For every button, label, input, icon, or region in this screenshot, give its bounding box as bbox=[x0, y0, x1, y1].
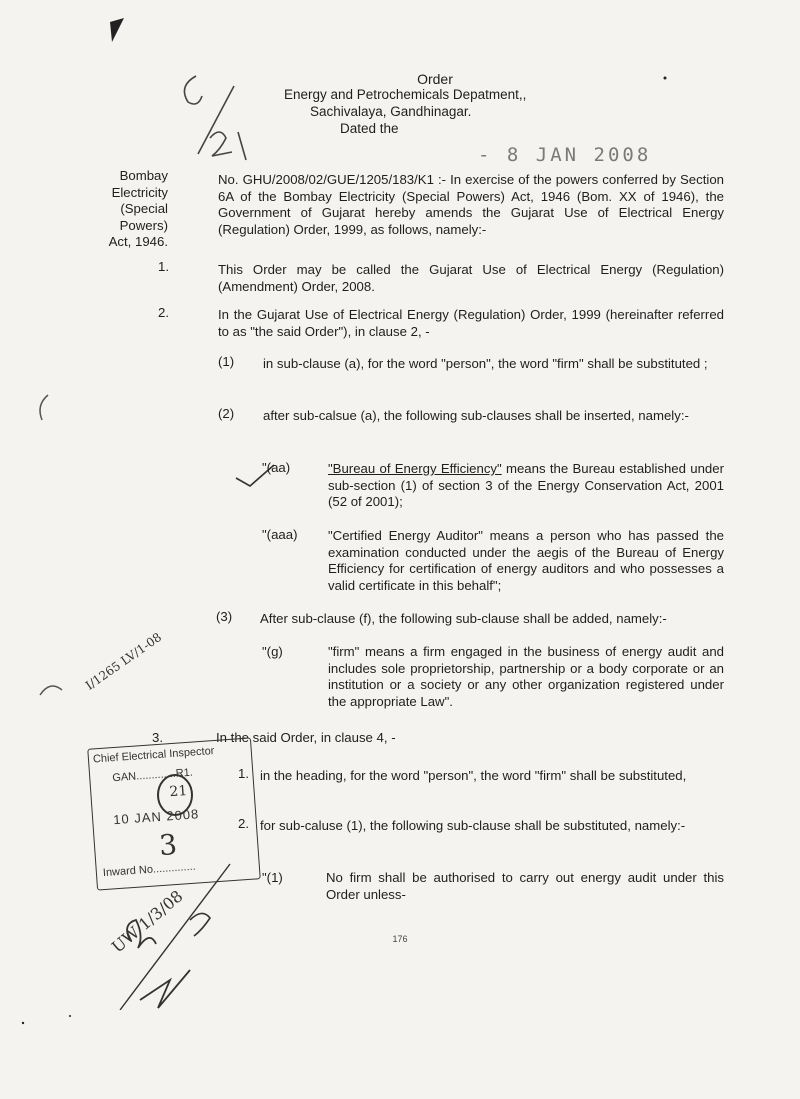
place-line: Sachivalaya, Gandhinagar. bbox=[310, 104, 472, 119]
margin-line: Powers) bbox=[119, 217, 168, 233]
clause-aaa-number: "(aaa) bbox=[262, 527, 298, 542]
clause-aa-text bbox=[328, 461, 724, 511]
order-title: Order bbox=[417, 71, 453, 87]
para3-sub2-number: 2. bbox=[238, 816, 249, 831]
inner-clause-1-number: "(1) bbox=[262, 870, 283, 885]
para3-sub2-text: for sub-caluse (1), the following sub-clause shall be substituted, namely:- bbox=[260, 818, 686, 833]
margin-note bbox=[80, 168, 168, 251]
para2-sub1-text: in sub-clause (a), for the word "person", the word "firm" shall be substituted ; bbox=[263, 356, 708, 371]
handwritten-top-mark bbox=[168, 72, 258, 168]
margin-line: Act, 1946. bbox=[108, 234, 168, 249]
stamp-hand-number: 3 bbox=[158, 827, 179, 863]
initials-text: UW 1/3/08 bbox=[108, 886, 187, 957]
para3-sub1-number: 1. bbox=[238, 766, 249, 781]
stamp-circle bbox=[150, 770, 200, 820]
margin-line: Bombay bbox=[119, 168, 168, 183]
inner-clause-1-text: No firm shall be authorised to carry out energy audit under this Order unless- bbox=[326, 870, 724, 902]
para2-sub3-number: (3) bbox=[216, 609, 233, 624]
para3-number: 3. bbox=[152, 730, 163, 745]
side-annotation-text: I/1265 LV/1-08 bbox=[82, 629, 165, 693]
para2-sub2-text: after sub-calsue (a), the following sub-clauses shall be inserted, namely:- bbox=[263, 408, 689, 423]
para1-number: 1. bbox=[158, 259, 169, 274]
para3-sub1-text: in the heading, for the word "person", the word "firm" shall be substituted, bbox=[260, 768, 687, 783]
clause-aa-number: "(aa) bbox=[262, 460, 291, 475]
clause-aa-definition: means the Bureau established under sub-section (1) of section 3 of the Energy Conservation Act, 2001 (52 of 2001); bbox=[328, 461, 724, 509]
para2-number: 2. bbox=[158, 305, 169, 320]
para3-text: In the said Order, in clause 4, - bbox=[216, 730, 396, 745]
clause-g-text: "firm" means a firm engaged in the business of energy audit and includes sole proprietorship, partnership or a body corporate or an institution or a society or any other organization registered under the appropriate Law". bbox=[328, 644, 724, 709]
clause-aa-term: "Bureau of Energy Efficiency" bbox=[328, 461, 502, 476]
clause-aaa-text: "Certified Energy Auditor" means a person who has passed the examination conducted under the aegis of the Bureau of Energy Efficiency for certification of energy auditors and who possesses a valid certificate in this behalf"; bbox=[328, 528, 724, 593]
margin-line: (Special bbox=[120, 201, 168, 216]
clause-g-number: "(g) bbox=[262, 644, 283, 659]
para2-sub2-number: (2) bbox=[218, 406, 235, 421]
para2-sub1-number: (1) bbox=[218, 354, 235, 369]
department-line: Energy and Petrochemicals Depatment,, bbox=[284, 87, 527, 102]
stamp-office: Chief Electrical Inspector bbox=[92, 745, 215, 766]
preamble-paragraph: No. GHU/2008/02/GUE/1205/183/K1 :- In exercise of the powers conferred by Section 6A of the Bombay Electricity (Special Powers) Act, 1946 (Bom. XX of 1946), the Government of Gujarat hereby amends the Gujarat Use of Electrical Energy (Regulation) Order, 1999, as follows, namely:- bbox=[218, 172, 724, 237]
dated-label: Dated the bbox=[340, 121, 399, 136]
para2-sub3-text: After sub-clause (f), the following sub-clause shall be added, namely:- bbox=[260, 611, 667, 626]
stamp-count: 21 bbox=[168, 783, 188, 801]
para2-text: In the Gujarat Use of Electrical Energy (Regulation) Order, 1999 (hereinafter referred to as "the said Order"), in clause 2, - bbox=[218, 307, 724, 339]
stamp-date: 10 JAN 2008 bbox=[112, 806, 200, 828]
stamp-ref: GAN.............R1. bbox=[111, 766, 194, 785]
date-stamp: - 8 JAN 2008 bbox=[478, 144, 652, 166]
para1-text: This Order may be called the Gujarat Use of Electrical Energy (Regulation) (Amendment) Order, 2008. bbox=[218, 262, 724, 294]
margin-line: Electricity bbox=[111, 184, 168, 200]
stamp-inward: Inward No.............. bbox=[102, 860, 197, 880]
page-number: 176 bbox=[392, 934, 408, 944]
